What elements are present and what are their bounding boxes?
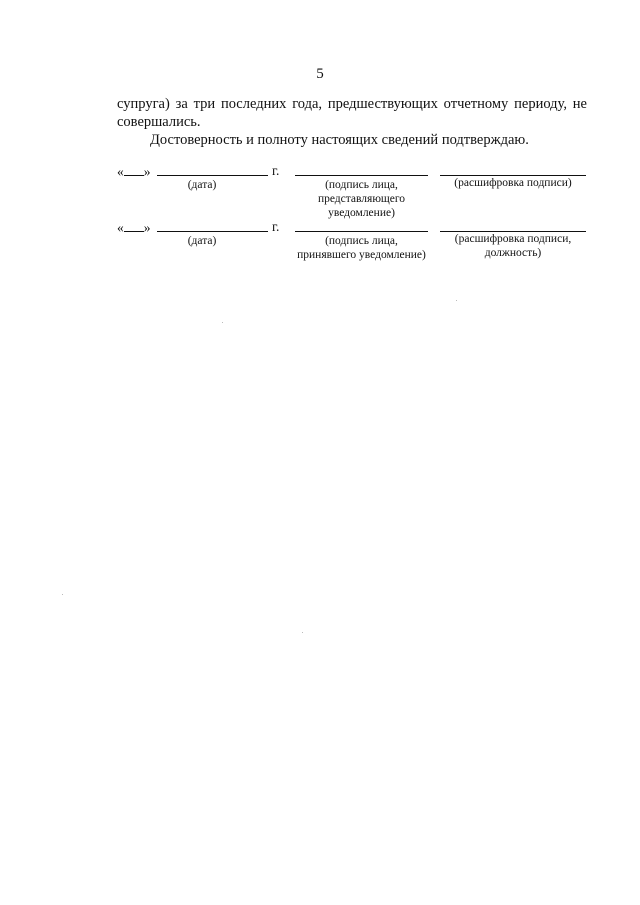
paragraph-statement: супруга) за три последних года, предшествующих отчетному периоду, не совершались.: [117, 96, 587, 130]
day-blank-line: [124, 164, 144, 176]
quote-open: «: [117, 220, 124, 235]
scan-speck: [62, 594, 63, 595]
quote-open: «: [117, 164, 124, 179]
signature-blank-line: [295, 231, 428, 232]
signature-caption: (подпись лица, принявшего уведомление): [297, 235, 426, 261]
day-blank-line: [124, 220, 144, 232]
signature-block-receiver: [0, 218, 640, 288]
quote-close: »: [143, 164, 151, 179]
signature-caption: (подпись лица, представляющего уведомление): [317, 179, 406, 219]
quote-close: »: [143, 220, 151, 235]
scan-speck: [456, 300, 457, 301]
year-mark: г.: [272, 163, 280, 178]
date-caption: (дата): [187, 179, 217, 191]
decode-caption: (расшифровка подписи): [454, 177, 572, 189]
date-blank-line: [157, 231, 268, 232]
scan-speck: [302, 632, 303, 633]
scan-speck: [222, 322, 223, 323]
date-day-field: [117, 164, 151, 180]
signature-blank-line: [295, 175, 428, 176]
page-number: 5: [316, 66, 324, 82]
date-day-field: [117, 220, 151, 236]
date-blank-line: [157, 175, 268, 176]
date-caption: (дата): [187, 235, 217, 247]
paragraph-confirmation: Достоверность и полноту настоящих сведений подтверждаю.: [150, 132, 529, 148]
year-mark: г.: [272, 219, 280, 234]
decode-caption: (расшифровка подписи, должность): [454, 233, 572, 259]
